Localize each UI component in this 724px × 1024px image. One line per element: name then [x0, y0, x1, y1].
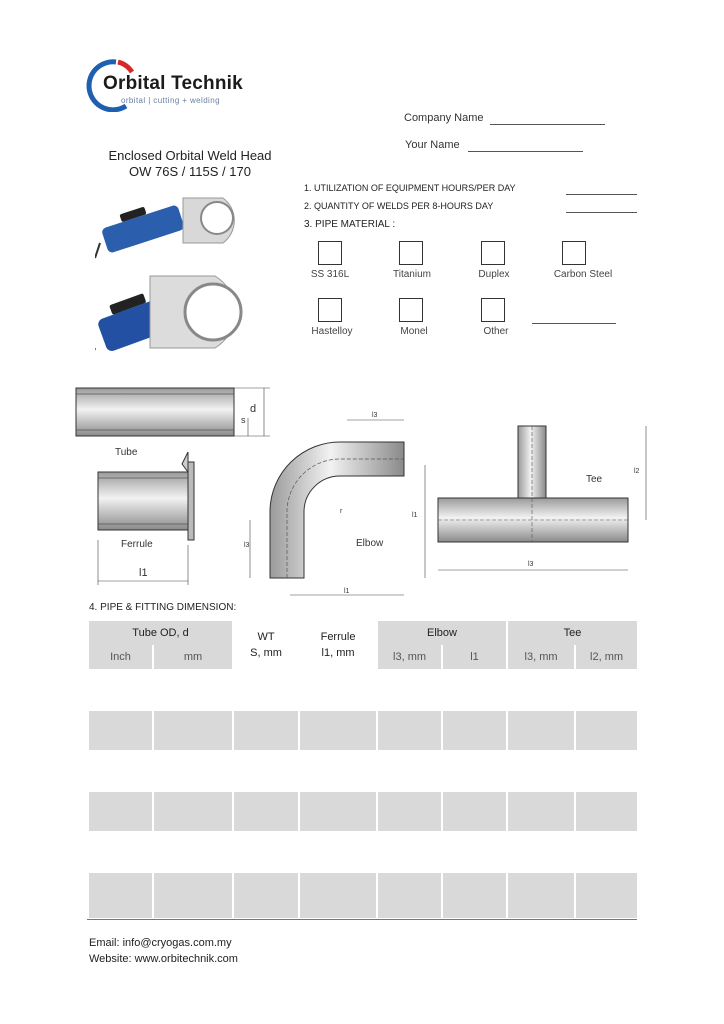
- table-cell[interactable]: [442, 711, 507, 750]
- checkbox-ss316l[interactable]: [318, 241, 342, 265]
- table-cell[interactable]: [377, 711, 442, 750]
- tee-l2-label: l2: [634, 468, 640, 475]
- weld-head-image: [95, 188, 255, 368]
- header-elbow-l1: l1: [442, 645, 507, 669]
- table-cell[interactable]: [88, 669, 153, 711]
- company-name-field[interactable]: [490, 124, 605, 125]
- header-tube-od: Tube OD, d: [88, 621, 233, 645]
- table-cell[interactable]: [153, 750, 233, 792]
- table-row: [88, 711, 638, 750]
- table-cell[interactable]: [299, 669, 377, 711]
- table-cell[interactable]: [442, 750, 507, 792]
- table-cell[interactable]: [507, 792, 575, 831]
- header-wt-line1: WT: [257, 631, 275, 643]
- product-title-line1: Enclosed Orbital Weld Head: [108, 148, 272, 163]
- material-label-monel: Monel: [400, 326, 428, 337]
- checkbox-other[interactable]: [481, 298, 505, 322]
- header-tee-l2: l2, mm: [575, 645, 638, 669]
- table-cell[interactable]: [233, 792, 299, 831]
- table-bottom-rule: [87, 919, 637, 920]
- checkbox-monel[interactable]: [399, 298, 423, 322]
- table-cell[interactable]: [575, 711, 638, 750]
- table-cell[interactable]: [377, 669, 442, 711]
- checkbox-hastelloy[interactable]: [318, 298, 342, 322]
- dim-d-label: d: [250, 403, 257, 415]
- table-cell[interactable]: [88, 831, 153, 873]
- your-name-label: Your Name: [405, 139, 460, 151]
- table-cell[interactable]: [442, 669, 507, 711]
- material-label-carbon-steel: Carbon Steel: [553, 269, 613, 280]
- table-cell[interactable]: [507, 669, 575, 711]
- table-cell[interactable]: [88, 792, 153, 831]
- table-cell[interactable]: [153, 873, 233, 918]
- table-cell[interactable]: [88, 873, 153, 918]
- material-label-ss316l: SS 316L: [310, 269, 350, 280]
- footer-email[interactable]: Email: info@cryogas.com.my: [89, 937, 232, 949]
- tube-label: Tube: [115, 447, 138, 458]
- pipe-fittings-diagram: [70, 380, 660, 600]
- table-cell[interactable]: [153, 669, 233, 711]
- header-tee: Tee: [507, 621, 638, 645]
- company-name-label: Company Name: [404, 112, 484, 124]
- material-label-titanium: Titanium: [393, 269, 431, 280]
- ferrule-label: Ferrule: [121, 539, 153, 550]
- table-cell[interactable]: [377, 750, 442, 792]
- your-name-field[interactable]: [468, 151, 583, 152]
- table-cell[interactable]: [233, 873, 299, 918]
- table-cell[interactable]: [233, 750, 299, 792]
- table-cell[interactable]: [153, 831, 233, 873]
- header-wt: [233, 621, 299, 669]
- elbow-l1-bottom-label: l1: [344, 588, 350, 595]
- table-cell[interactable]: [507, 750, 575, 792]
- logo-name: Orbital Technik: [103, 73, 243, 94]
- table-cell[interactable]: [377, 873, 442, 918]
- hours-per-day-field[interactable]: [566, 194, 637, 195]
- logo-tagline: orbital | cutting + welding: [121, 96, 220, 105]
- table-cell[interactable]: [575, 792, 638, 831]
- material-label-other: Other: [483, 326, 509, 337]
- header-mm: mm: [153, 645, 233, 669]
- table-row: [88, 669, 638, 711]
- table-cell[interactable]: [575, 831, 638, 873]
- table-cell[interactable]: [233, 711, 299, 750]
- material-label-hastelloy: Hastelloy: [311, 326, 353, 337]
- tube-drawing: [76, 388, 270, 436]
- checkbox-carbon-steel[interactable]: [562, 241, 586, 265]
- table-row: [88, 792, 638, 831]
- table-cell[interactable]: [153, 792, 233, 831]
- table-cell[interactable]: [233, 669, 299, 711]
- table-row: [88, 750, 638, 792]
- footer-website[interactable]: Website: www.orbitechnik.com: [89, 953, 238, 965]
- elbow-r-label: r: [340, 508, 343, 515]
- table-cell[interactable]: [377, 831, 442, 873]
- tee-label: Tee: [586, 474, 603, 485]
- table-cell[interactable]: [507, 873, 575, 918]
- table-cell[interactable]: [299, 711, 377, 750]
- table-cell[interactable]: [233, 831, 299, 873]
- table-cell[interactable]: [88, 711, 153, 750]
- table-cell[interactable]: [88, 750, 153, 792]
- header-ferrule-line2: l1, mm: [321, 647, 355, 659]
- tee-l3-label: l3: [528, 561, 534, 568]
- table-cell[interactable]: [153, 711, 233, 750]
- header-ferrule-line1: Ferrule: [320, 631, 356, 643]
- table-row: [88, 873, 638, 918]
- question-3: 3. PIPE MATERIAL :: [304, 219, 396, 230]
- question-2: 2. QUANTITY OF WELDS PER 8-HOURS DAY: [304, 201, 494, 211]
- table-row: [88, 831, 638, 873]
- other-material-field[interactable]: [532, 323, 616, 324]
- table-cell[interactable]: [299, 831, 377, 873]
- table-cell[interactable]: [442, 873, 507, 918]
- elbow-l1-label: l1: [412, 512, 418, 519]
- header-tee-l3: l3, mm: [507, 645, 575, 669]
- checkbox-titanium[interactable]: [399, 241, 423, 265]
- header-inch: Inch: [88, 645, 153, 669]
- tee-drawing: [438, 426, 646, 570]
- table-cell[interactable]: [299, 750, 377, 792]
- table-cell[interactable]: [507, 711, 575, 750]
- elbow-l3-side-label: l3: [244, 542, 250, 549]
- question-1: 1. UTILIZATION OF EQUIPMENT HOURS/PER DAY: [304, 183, 516, 193]
- header-wt-line2: S, mm: [250, 647, 282, 659]
- material-label-duplex: Duplex: [478, 269, 510, 280]
- ferrule-l1-label: l1: [139, 567, 148, 579]
- footer: [89, 935, 238, 967]
- header-ferrule: [299, 621, 377, 669]
- elbow-drawing: [250, 420, 425, 595]
- table-cell[interactable]: [299, 792, 377, 831]
- elbow-l3-label: l3: [372, 412, 378, 419]
- ferrule-drawing: [98, 452, 194, 585]
- table-cell[interactable]: [299, 873, 377, 918]
- table-cell[interactable]: [377, 792, 442, 831]
- table-cell[interactable]: [575, 873, 638, 918]
- checkbox-duplex[interactable]: [481, 241, 505, 265]
- dim-s-label: s: [241, 415, 246, 425]
- section-4-title: 4. PIPE & FITTING DIMENSION:: [89, 602, 237, 613]
- header-elbow-l3: l3, mm: [377, 645, 442, 669]
- table-cell[interactable]: [442, 792, 507, 831]
- header-elbow: Elbow: [377, 621, 507, 645]
- product-title: [90, 148, 290, 180]
- table-cell[interactable]: [575, 669, 638, 711]
- welds-per-day-field[interactable]: [566, 212, 637, 213]
- elbow-label: Elbow: [356, 538, 384, 549]
- table-cell[interactable]: [575, 750, 638, 792]
- table-cell[interactable]: [507, 831, 575, 873]
- product-title-line2: OW 76S / 115S / 170: [129, 164, 251, 179]
- dimension-table: [87, 621, 639, 918]
- table-cell[interactable]: [442, 831, 507, 873]
